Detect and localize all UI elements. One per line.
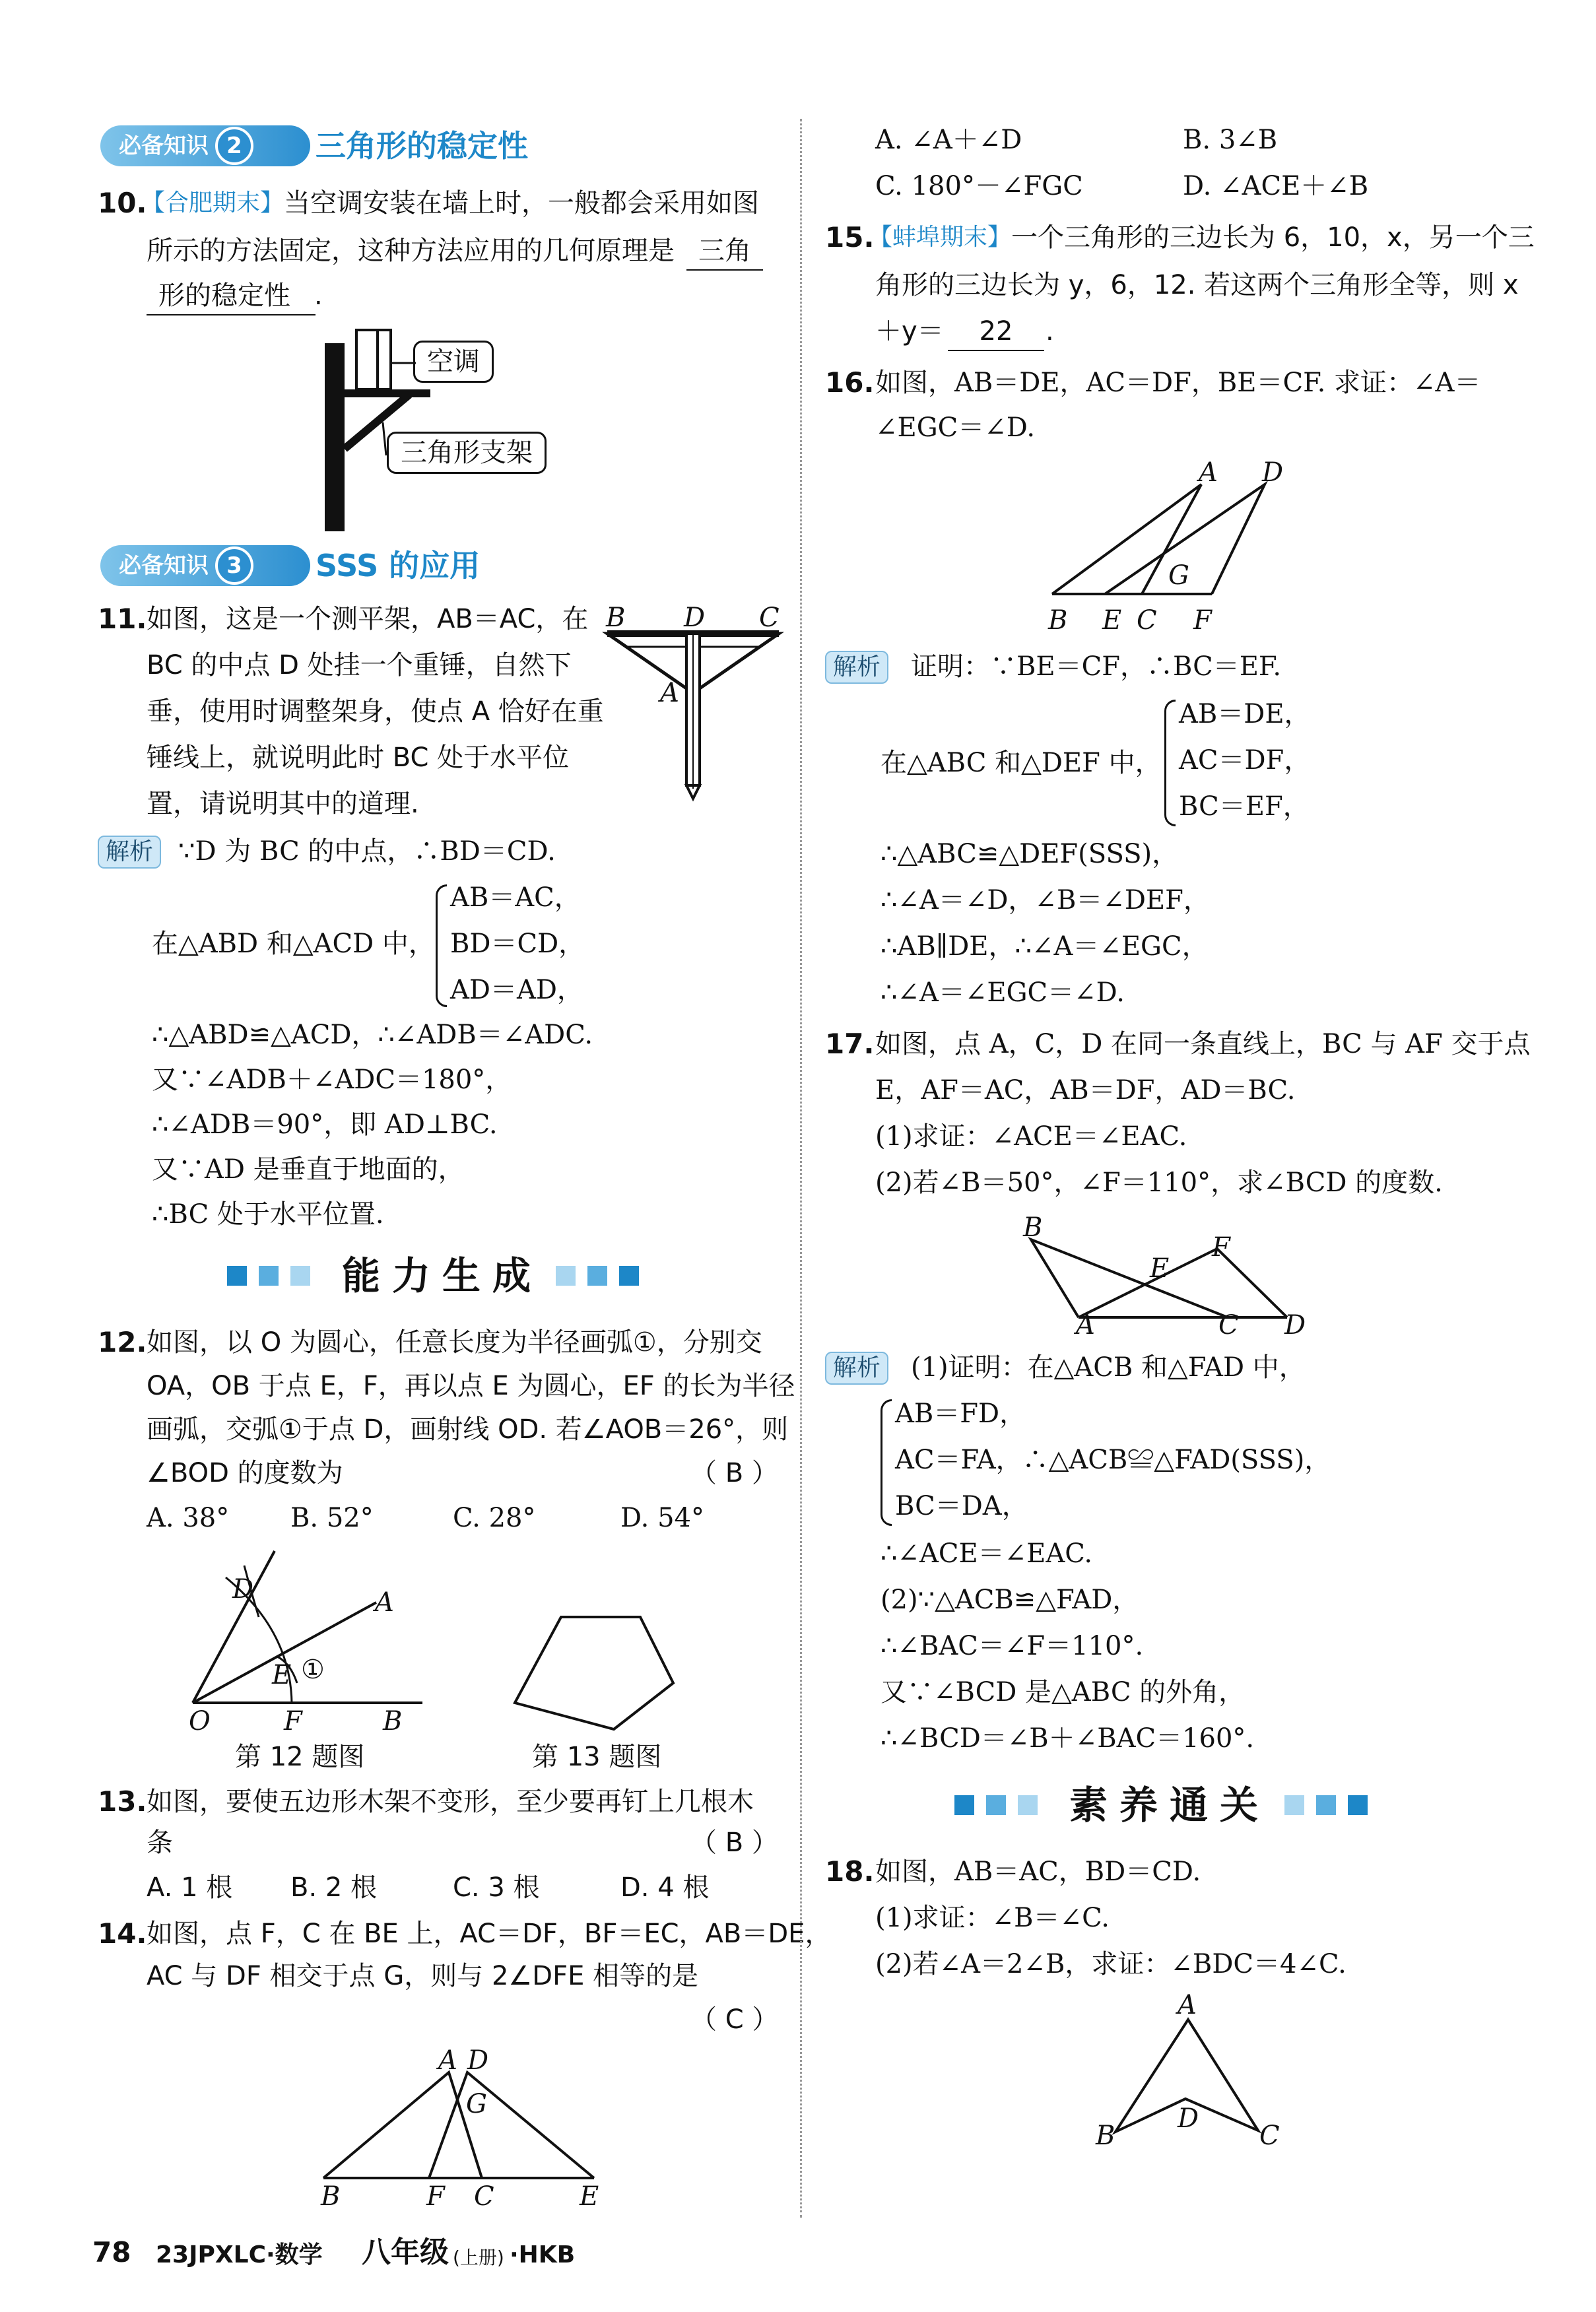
footer-grade: 八年级: [362, 2235, 449, 2269]
question-text: OA，OB 于点 E，F，再以点 E 为圆心，EF 的长为半径: [147, 1371, 795, 1401]
question-number: 16.: [825, 366, 875, 399]
question-text: 垂，使用时调整架身，使点 A 恰好在重: [147, 696, 604, 727]
question-number: 15.: [825, 221, 875, 253]
deco-square: [259, 1266, 279, 1286]
point-label: A: [438, 2045, 457, 2076]
option: D. ∠ACE＋∠B: [1183, 171, 1369, 201]
solution-line: BC＝DA，: [895, 1491, 1028, 1521]
solution-line: ∴∠A＝∠EGC＝∠D.: [881, 977, 1125, 1008]
question-text: (1)求证：∠B＝∠C.: [875, 1903, 1110, 1933]
point-label: E: [272, 1660, 292, 1690]
option: B. 2 根: [290, 1872, 378, 1903]
question-text: 一个三角形的三边长为 6，10，x，另一个三: [1011, 222, 1535, 253]
solution-line: AC＝DF，: [1179, 745, 1311, 776]
deco-square: [227, 1266, 247, 1286]
deco-square: [1284, 1795, 1304, 1815]
option: C. 28°: [453, 1503, 536, 1533]
question-text: (2)若∠B＝50°，∠F＝110°，求∠BCD 的度数.: [875, 1168, 1443, 1198]
point-label: E: [1102, 605, 1122, 636]
knowledge-badge: [100, 545, 310, 586]
answer-choice: （ B ）: [690, 1828, 778, 1858]
source-tag: 【合肥期末】: [141, 189, 284, 216]
deco-square: [290, 1266, 310, 1286]
badge-number: 2: [215, 127, 253, 165]
point-label: G: [1168, 560, 1189, 591]
solution-line: 又∵∠ADB＋∠ADC＝180°，: [152, 1065, 512, 1095]
solution-line: AB＝FD，: [895, 1399, 1026, 1429]
period: .: [314, 281, 323, 311]
option: D. 4 根: [620, 1872, 710, 1903]
source-tag: 【蚌埠期末】: [869, 224, 1012, 251]
point-label: C: [1137, 605, 1157, 636]
answer-choice: （ C ）: [690, 2004, 779, 2035]
brace: [436, 884, 447, 1007]
point-label: A: [1199, 457, 1218, 488]
solution-line: ∴∠BCD＝∠B＋∠BAC＝160°.: [881, 1723, 1255, 1754]
deco-square: [1018, 1795, 1038, 1815]
point-label: D: [1284, 1310, 1306, 1340]
point-label: A: [1076, 1310, 1095, 1340]
question-number: 10.: [98, 187, 147, 219]
solution-line: 证明：∵BE＝CF，∴BC＝EF.: [911, 651, 1282, 682]
section-heading: 能力生成: [342, 1253, 543, 1298]
pentagon-figure: [508, 1610, 680, 1736]
question-text: 条: [147, 1828, 173, 1858]
footer-volume: (上册): [453, 2247, 504, 2268]
deco-square: [1348, 1795, 1368, 1815]
solution-line: 在△ABC 和△DEF 中，: [881, 748, 1162, 778]
deco-square: [954, 1795, 974, 1815]
point-label: A: [1178, 1990, 1197, 2020]
analysis-badge: 解析: [825, 651, 888, 684]
deco-square: [587, 1266, 607, 1286]
page-number: 78: [92, 2236, 131, 2268]
point-label: C: [1218, 1310, 1239, 1340]
answer-choice: （ B ）: [690, 1458, 778, 1488]
deco-square: [986, 1795, 1006, 1815]
point-label: F: [1193, 605, 1212, 636]
point-label: B: [321, 2181, 341, 2212]
badge-text: 必备知识: [119, 552, 209, 579]
question-text: 当空调安装在墙上时，一般都会采用如图: [284, 188, 759, 218]
point-label: D: [232, 1574, 254, 1604]
section-title: 三角形的稳定性: [316, 128, 528, 164]
label-air-conditioner: 空调: [413, 341, 494, 383]
question-text: ＋y＝: [875, 316, 944, 347]
point-label: B: [383, 1706, 403, 1736]
point-label: F: [1212, 1232, 1230, 1263]
point-label: E: [580, 2181, 599, 2212]
solution-line: ∴AB∥DE，∴∠A＝∠EGC，: [881, 931, 1209, 962]
point-label: B: [1096, 2121, 1115, 2151]
solution-line: ∵D 为 BC 的中点，∴BD＝CD.: [178, 836, 556, 867]
knowledge-badge: [100, 125, 310, 166]
answer-fill: 形的稳定性: [147, 277, 316, 315]
question-text: AC 与 DF 相交于点 G，则与 2∠DFE 相等的是: [147, 1961, 699, 1991]
solution-line: AC＝FA，∴△ACB≌△FAD(SSS)，: [895, 1445, 1331, 1475]
option: A. 1 根: [147, 1872, 233, 1903]
point-label: B: [606, 603, 626, 633]
question-text: 如图，AB＝AC，BD＝CD.: [875, 1857, 1201, 1887]
question-text: ∠EGC＝∠D.: [875, 413, 1036, 443]
point-label: B: [1048, 605, 1068, 636]
badge-text: 必备知识: [119, 133, 209, 159]
option: D. 54°: [620, 1503, 704, 1533]
point-label: O: [189, 1706, 211, 1736]
point-label: D: [467, 2045, 489, 2076]
footer-edition: ·HKB: [510, 2241, 576, 2268]
arc-label: ①: [301, 1655, 325, 1685]
solution-line: ∴∠A＝∠D，∠B＝∠DEF，: [881, 885, 1210, 915]
question-text: 角形的三边长为 y，6，12. 若这两个三角形全等，则 x: [875, 270, 1519, 300]
deco-square: [1316, 1795, 1336, 1815]
question-text: 如图，AB＝DE，AC＝DF，BE＝CF. 求证：∠A＝: [875, 368, 1481, 398]
point-label: D: [1178, 2103, 1199, 2134]
analysis-badge: 解析: [825, 1352, 888, 1385]
point-label: D: [1262, 457, 1284, 488]
question-text: 如图，点 A，C，D 在同一条直线上，BC 与 AF 交于点: [875, 1029, 1531, 1059]
question-number: 13.: [98, 1785, 147, 1818]
question-text: 所示的方法固定，这种方法应用的几何原理是: [147, 236, 675, 266]
deco-square: [556, 1266, 576, 1286]
answer-fill: 三角: [686, 232, 763, 271]
point-label: F: [426, 2181, 445, 2212]
footer-code: 23JPXLC·数学: [156, 2241, 323, 2268]
solution-line: AB＝AC，: [450, 882, 581, 913]
label-triangle-support: 三角形支架: [387, 432, 547, 474]
option: A. ∠A＋∠D: [875, 125, 1022, 155]
solution-line: ∴△ABD≌△ACD，∴∠ADB＝∠ADC.: [152, 1020, 593, 1050]
option: C. 180°－∠FGC: [875, 171, 1083, 201]
solution-line: ∴∠ACE＝∠EAC.: [881, 1538, 1093, 1569]
question-text: BC 的中点 D 处挂一个重锤，自然下: [147, 650, 572, 680]
question-number: 17.: [825, 1028, 875, 1060]
question-text: 置，请说明其中的道理.: [147, 789, 419, 819]
point-label: D: [684, 603, 706, 633]
deco-square: [619, 1266, 639, 1286]
solution-line: BD＝CD，: [450, 929, 585, 959]
question-number: 18.: [825, 1855, 875, 1888]
solution-line: 又∵∠BCD 是△ABC 的外角，: [881, 1677, 1246, 1707]
solution-line: 又∵AD 是垂直于地面的，: [152, 1154, 465, 1185]
figure-caption: 第 12 题图: [235, 1742, 365, 1772]
brace: [1164, 700, 1176, 826]
section-heading: 素养通关: [1069, 1783, 1271, 1828]
point-label: F: [284, 1706, 302, 1736]
question-number: 14.: [98, 1917, 147, 1950]
figure-caption: 第 13 题图: [532, 1742, 662, 1772]
point-label: A: [660, 678, 679, 708]
solution-line: ∴∠BAC＝∠F＝110°.: [881, 1631, 1144, 1661]
question-text: 画弧，交弧①于点 D，画射线 OD. 若∠AOB＝26°，则: [147, 1414, 789, 1445]
analysis-badge: 解析: [98, 836, 161, 869]
triangles-figure: [317, 2059, 607, 2191]
question-text: ∠BOD 的度数为: [147, 1458, 343, 1488]
point-label: B: [1023, 1212, 1043, 1243]
option: A. 38°: [147, 1503, 230, 1533]
question-text: 如图，要使五边形木架不变形，至少要再钉上几根木: [147, 1787, 754, 1817]
triangles-figure: [1043, 475, 1280, 607]
solution-line: (1)证明：在△ACB 和△FAD 中，: [911, 1352, 1306, 1383]
solution-line: 在△ABD 和△ACD 中，: [152, 929, 435, 959]
brace: [881, 1399, 892, 1526]
solution-line: ∴△ABC≌△DEF(SSS)，: [881, 839, 1179, 869]
question-text: E，AF＝AC，AB＝DF，AD＝BC.: [875, 1075, 1296, 1106]
question-number: 12.: [98, 1326, 147, 1358]
question-text: 如图，点 F，C 在 BE 上，AC＝DF，BF＝EC，AB＝DE，: [147, 1919, 832, 1949]
point-label: C: [474, 2181, 494, 2212]
angle-construction-figure: [178, 1544, 429, 1729]
point-label: A: [375, 1587, 394, 1618]
solution-line: ∴∠ADB＝90°，即 AD⊥BC.: [152, 1109, 498, 1140]
question-text: (2)若∠A＝2∠B，求证：∠BDC＝4∠C.: [875, 1949, 1347, 1979]
question-text: (1)求证：∠ACE＝∠EAC.: [875, 1121, 1187, 1152]
option: C. 3 根: [453, 1872, 540, 1903]
badge-number: 3: [215, 546, 253, 585]
question-number: 11.: [98, 603, 147, 635]
period: .: [1046, 316, 1054, 347]
answer-fill: 22: [948, 313, 1044, 351]
point-label: C: [759, 603, 780, 633]
question-text: 如图，这是一个测平架，AB＝AC，在: [147, 604, 589, 634]
point-label: C: [1259, 2121, 1280, 2151]
solution-line: (2)∵△ACB≌△FAD，: [881, 1585, 1139, 1615]
solution-line: BC＝EF，: [1179, 791, 1310, 822]
point-label: E: [1150, 1253, 1170, 1284]
column-divider: [800, 119, 802, 2218]
section-title: SSS 的应用: [316, 548, 481, 583]
question-text: 如图，以 O 为圆心，任意长度为半径画弧①，分别交: [147, 1327, 762, 1358]
solution-line: ∴BC 处于水平位置.: [152, 1199, 384, 1230]
option: B. 3∠B: [1183, 125, 1278, 155]
option: B. 52°: [290, 1503, 374, 1533]
question-text: 锤线上，就说明此时 BC 处于水平位: [147, 743, 570, 773]
solution-line: AD＝AD，: [450, 975, 583, 1005]
solution-line: AB＝DE，: [1179, 699, 1311, 729]
point-label: G: [466, 2089, 487, 2119]
